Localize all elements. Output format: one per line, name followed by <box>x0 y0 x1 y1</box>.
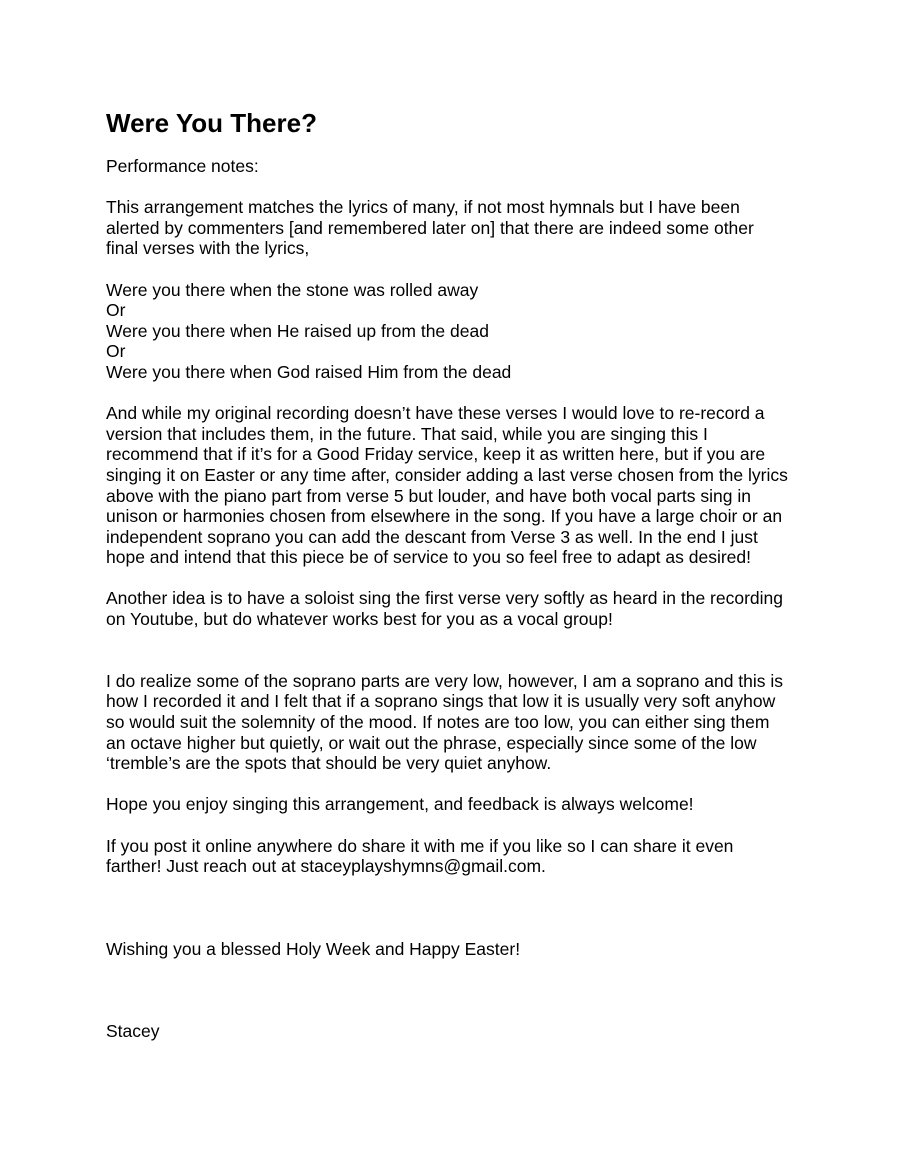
spacer <box>106 815 806 836</box>
soprano-paragraph <box>106 671 806 774</box>
recording-line: singing it on Easter or any time after, consider adding a last verse chosen from the lyrics <box>106 464 788 485</box>
spacer <box>106 383 806 404</box>
spacer <box>106 877 806 939</box>
intro-line: final verses with the lyrics, <box>106 238 310 259</box>
soprano-line: how I recorded it and I felt that if a soprano sings that low it is usually very soft anyhow <box>106 691 776 712</box>
spacer <box>106 630 806 671</box>
spacer <box>106 959 806 1021</box>
spacer <box>106 774 806 795</box>
recording-line: hope and intend that this piece be of service to you so feel free to adapt as desired! <box>106 547 752 568</box>
spacer <box>106 177 806 198</box>
intro-paragraph <box>106 197 806 259</box>
recording-line: recommend that if it’s for a Good Friday service, keep it as written here, but if you are <box>106 444 766 465</box>
verse-line: Were you there when the stone was rolled away <box>106 279 479 300</box>
spacer <box>106 568 806 589</box>
recording-line: And while my original recording doesn’t have these verses I would love to re-record a <box>106 403 765 424</box>
soprano-line: so would suit the solemnity of the mood. If notes are too low, you can either sing them <box>106 712 770 733</box>
share-line: farther! Just reach out at staceyplayshymns@gmail.com. <box>106 856 546 877</box>
recording-line: above with the piano part from verse 5 but louder, and have both vocal parts sing in <box>106 485 751 506</box>
enjoy-paragraph: Hope you enjoy singing this arrangement, and feedback is always welcome! <box>106 794 694 815</box>
recording-paragraph <box>106 403 806 568</box>
soprano-line: I do realize some of the soprano parts are very low, however, I am a soprano and this is <box>106 670 784 691</box>
soloist-line: on Youtube, but do whatever works best for you as a vocal group! <box>106 609 613 630</box>
intro-line: alerted by commenters [and remembered later on] that there are indeed some other <box>106 217 754 238</box>
document-page <box>106 106 806 1042</box>
verse-line: Were you there when He raised up from the dead <box>106 320 489 341</box>
verse-line: Were you there when God raised Him from the dead <box>106 361 512 382</box>
intro-line: This arrangement matches the lyrics of many, if not most hymnals but I have been <box>106 197 740 218</box>
spacer <box>106 259 806 280</box>
verse-line: Or <box>106 341 126 362</box>
recording-line: version that includes them, in the future. That said, while you are singing this I <box>106 423 708 444</box>
signature: Stacey <box>106 1020 160 1041</box>
share-line: If you post it online anywhere do share it with me if you like so I can share it even <box>106 835 734 856</box>
verse-line: Or <box>106 300 126 321</box>
soprano-line: ‘tremble’s are the spots that should be very quiet anyhow. <box>106 753 552 774</box>
performance-notes-heading: Performance notes: <box>106 156 259 176</box>
alternate-verses <box>106 280 806 383</box>
soloist-paragraph <box>106 588 806 629</box>
recording-line: unison or harmonies chosen from elsewhere in the song. If you have a large choir or an <box>106 506 783 527</box>
recording-line: independent soprano you can add the descant from Verse 3 as well. In the end I just <box>106 526 758 547</box>
soloist-line: Another idea is to have a soloist sing the first verse very softly as heard in the recording <box>106 588 784 609</box>
page-title: Were You There? <box>106 108 317 138</box>
share-paragraph <box>106 836 806 877</box>
wishing-paragraph: Wishing you a blessed Holy Week and Happy Easter! <box>106 938 521 959</box>
soprano-line: an octave higher but quietly, or wait out the phrase, especially since some of the low <box>106 732 757 753</box>
